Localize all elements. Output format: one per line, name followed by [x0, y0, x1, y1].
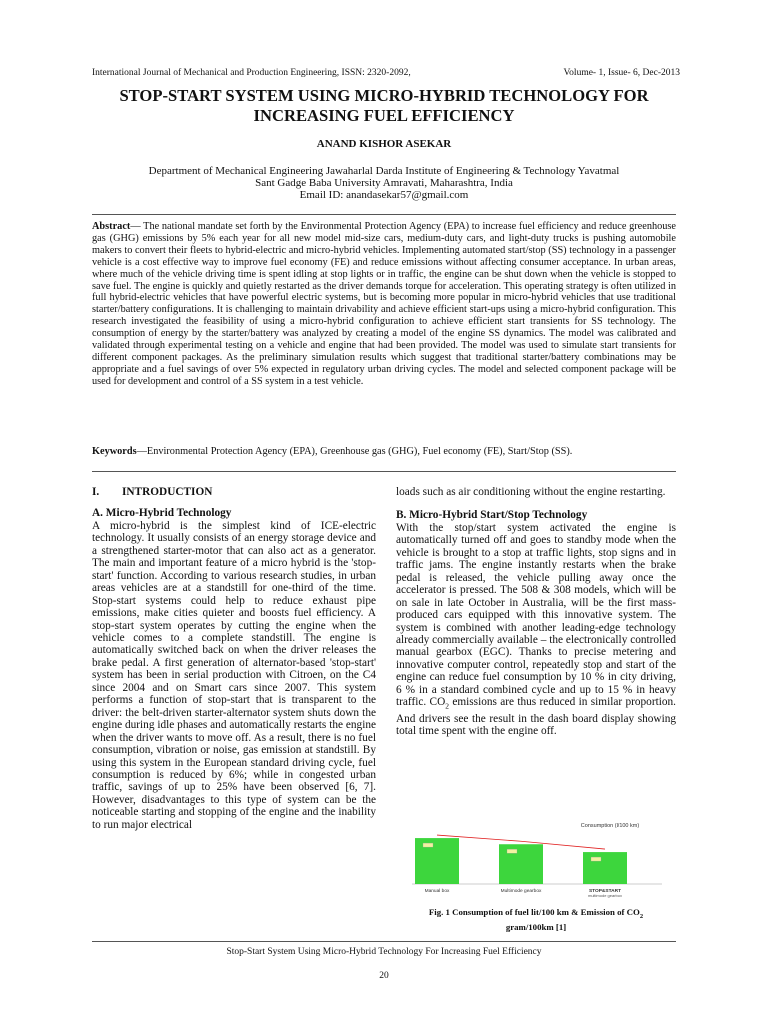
right-column — [396, 486, 676, 738]
section-title: INTRODUCTION — [122, 486, 213, 498]
author-name: ANAND KISHOR ASEKAR — [316, 138, 452, 150]
chart-value-tag-3 — [591, 857, 601, 861]
section-heading-introduction — [92, 486, 376, 498]
affiliation-university: Sant Gadge Baba University Amravati, Maharashtra, India — [255, 177, 513, 189]
journal-name: International Journal of Mechanical and Production Engineering, ISSN: 2320-2092, — [92, 68, 411, 78]
divider-top — [92, 214, 676, 215]
running-header — [92, 68, 680, 78]
page-number: 20 — [379, 971, 389, 981]
figure-1-chart — [396, 818, 676, 904]
chart-bar-2 — [499, 844, 543, 884]
affiliation — [92, 165, 676, 201]
subsection-heading-a: A. Micro-Hybrid Technology — [92, 507, 232, 520]
volume-issue: Volume- 1, Issue- 6, Dec-2013 — [563, 68, 680, 78]
abstract — [92, 221, 676, 388]
co2-subscript: 2 — [445, 701, 449, 711]
section-number: I. — [92, 486, 100, 498]
keywords-text: —Environmental Protection Agency (EPA), Greenhouse gas (GHG), Fuel economy (FE), Start/Stop (SS). — [136, 446, 573, 457]
figure-caption-subscript: 2 — [639, 912, 644, 920]
chart-title: Consumption (l/100 km) — [580, 823, 640, 829]
subsection-b-text-part2: emissions are thus reduced in similar proportion. And drivers see the result in the dash board display showing total time spent with the engine off. — [396, 696, 676, 738]
chart-category-label-2: Multimode gearbox — [500, 889, 542, 894]
figure-caption-line-2: gram/100km [1] — [505, 921, 567, 932]
left-column — [92, 486, 376, 831]
abstract-text: — The national mandate set forth by the Environmental Protection Agency (EPA) to increase fuel efficiency and reduce greenhouse gas (GHG) emissions by 5% each year for all new model mid-size cars, medium-duty cars, and light-duty trucks is pushing automobile makers to convert their fleets to hybrid-electric and micro-hybrid vehicles. Implementing automated start/stop (SS) technology in a passenger vehicle is a cost effective way to improve fuel economy (FE) and reduce emissions without affecting consumer acceptance. In urban areas, where much of the vehicle driving time is spent idling at stop lights or in traffic, the engine can be shut down when the vehicle is stopped to save fuel. The engine is quickly and quietly restarted as the driver demands torque for acceleration. This operating strategy is often utilized in full hybrid-electric vehicles that have powerful electric systems, but is becoming more popular in micro-hybrid vehicles that use traditional starter/battery configurations. It is challenging to maintain drivability and achieve efficient start-ups using a micro-hybrid configuration. This research investigated the feasibility of using a micro-hybrid configuration to achieve efficient start transients for SS technology. The consumption of energy by the starter/battery was analyzed by creating a model of the engine SS dynamics. The model was calibrated and validated through experimental testing on a vehicle and engine that had been provided. The model was used to simulate start transients for different component packages. As the preliminary simulation results which suggest that traditional starter/battery combinations may be appropriate and a fuel savings of over 5% expected in regulatory urban driving cycles. The model and selected component package will be used for development and control of a SS system in a test vehicle. — [92, 221, 676, 387]
divider-footer — [92, 941, 676, 942]
author-email: Email ID: anandasekar57@gmail.com — [299, 189, 469, 201]
subsection-b-text-part1: With the stop/start system activated the engine is automatically turned off and goes to standby mode when the vehicle is brought to a stop at traffic lights, stop signs and in traffic jams. The engine instantly restarts when the brake pedal is released, the vehicle pulling away once the accelerator is pressed. The 508 & 308 models, which will be on sale in late October in Australia, will be the first mass-produced cars equipped with this innovative system. The system is combined with another leading-edge technology already commercially available – the electronically controlled manual gearbox (EGC). Thanks to precise metering and innovative computer control, repeatedly stop and start of the engine can reduce fuel consumption by 10 % in city driving, 6 % in a standard combined cycle and up to 15 % in heavy traffic. CO — [396, 521, 676, 709]
figure-caption-text: Fig. 1 Consumption of fuel lit/100 km & Emission of CO — [428, 907, 640, 917]
chart-value-tag-2 — [507, 849, 517, 853]
chart-category-label-3: STOP&START — [588, 889, 622, 894]
divider-keywords — [92, 471, 676, 472]
figure-caption-line-1 — [396, 907, 676, 922]
running-footer: Stop-Start System Using Micro-Hybrid Technology For Increasing Fuel Efficiency — [226, 947, 542, 957]
title-line-1: STOP-START SYSTEM USING MICRO-HYBRID TECHNOLOGY FOR — [119, 86, 649, 105]
chart-bar-1 — [415, 838, 459, 884]
abstract-label: Abstract — [92, 221, 131, 232]
continued-text: loads such as air conditioning without the engine restarting. — [396, 486, 666, 498]
affiliation-department: Department of Mechanical Engineering Jawaharlal Darda Institute of Engineering & Technology Yavatmal — [148, 165, 620, 177]
keywords — [92, 446, 676, 458]
figure-caption — [396, 907, 676, 933]
title-line-2: INCREASING FUEL EFFICIENCY — [253, 106, 515, 125]
chart-bar-3 — [583, 852, 627, 884]
chart-category-label-1: Manual box — [424, 889, 450, 894]
subsection-a-text: A micro-hybrid is the simplest kind of ICE-electric technology. It usually consists of an energy storage device and a strengthened starter-motor that can also act as a generator. The main and important feature of a micro hybrid is the 'stop-start' function. According to various research studies, in urban areas vehicles are at a standstill for one-third of the time. Stop-start systems could help to reduce exhaust pipe emissions, make cities quieter and boosts fuel efficiency. A stop-start system operates by cutting the engine when the vehicle comes to a complete standstill. The engine is automatically switched back on when the driver releases the brake pedal. A first generation of alternator-based 'stop-start' system has been in serial production with Citroen, on the C4 since 2004 and on Smart cars since 2007. This system performs a function of stop-start that is transparent to the driver: the belt-driven starter-alternator system shuts down the engine during idle phases and automatically restarts the engine when the driver wants to move off. As a result, there is no fuel consumption, vibration or noise, gas emission at standstill. By using this system in the European standard driving cycle, fuel consumption is reduced by 6%; while in congested urban traffic, savings of up to 25% have been observed [6, 7]. However, disadvantages to this type of system can be the noticeable starting and stopping of the engine and the inability to run major electrical — [92, 519, 376, 831]
chart-value-tag-1 — [423, 843, 433, 847]
subsection-heading-b: B. Micro-Hybrid Start/Stop Technology — [396, 509, 588, 522]
paper-title — [80, 86, 688, 126]
subsection-b-text — [396, 522, 676, 738]
chart-category-sublabel-3: multimode gearbox — [587, 893, 623, 898]
keywords-label: Keywords — [92, 446, 137, 457]
